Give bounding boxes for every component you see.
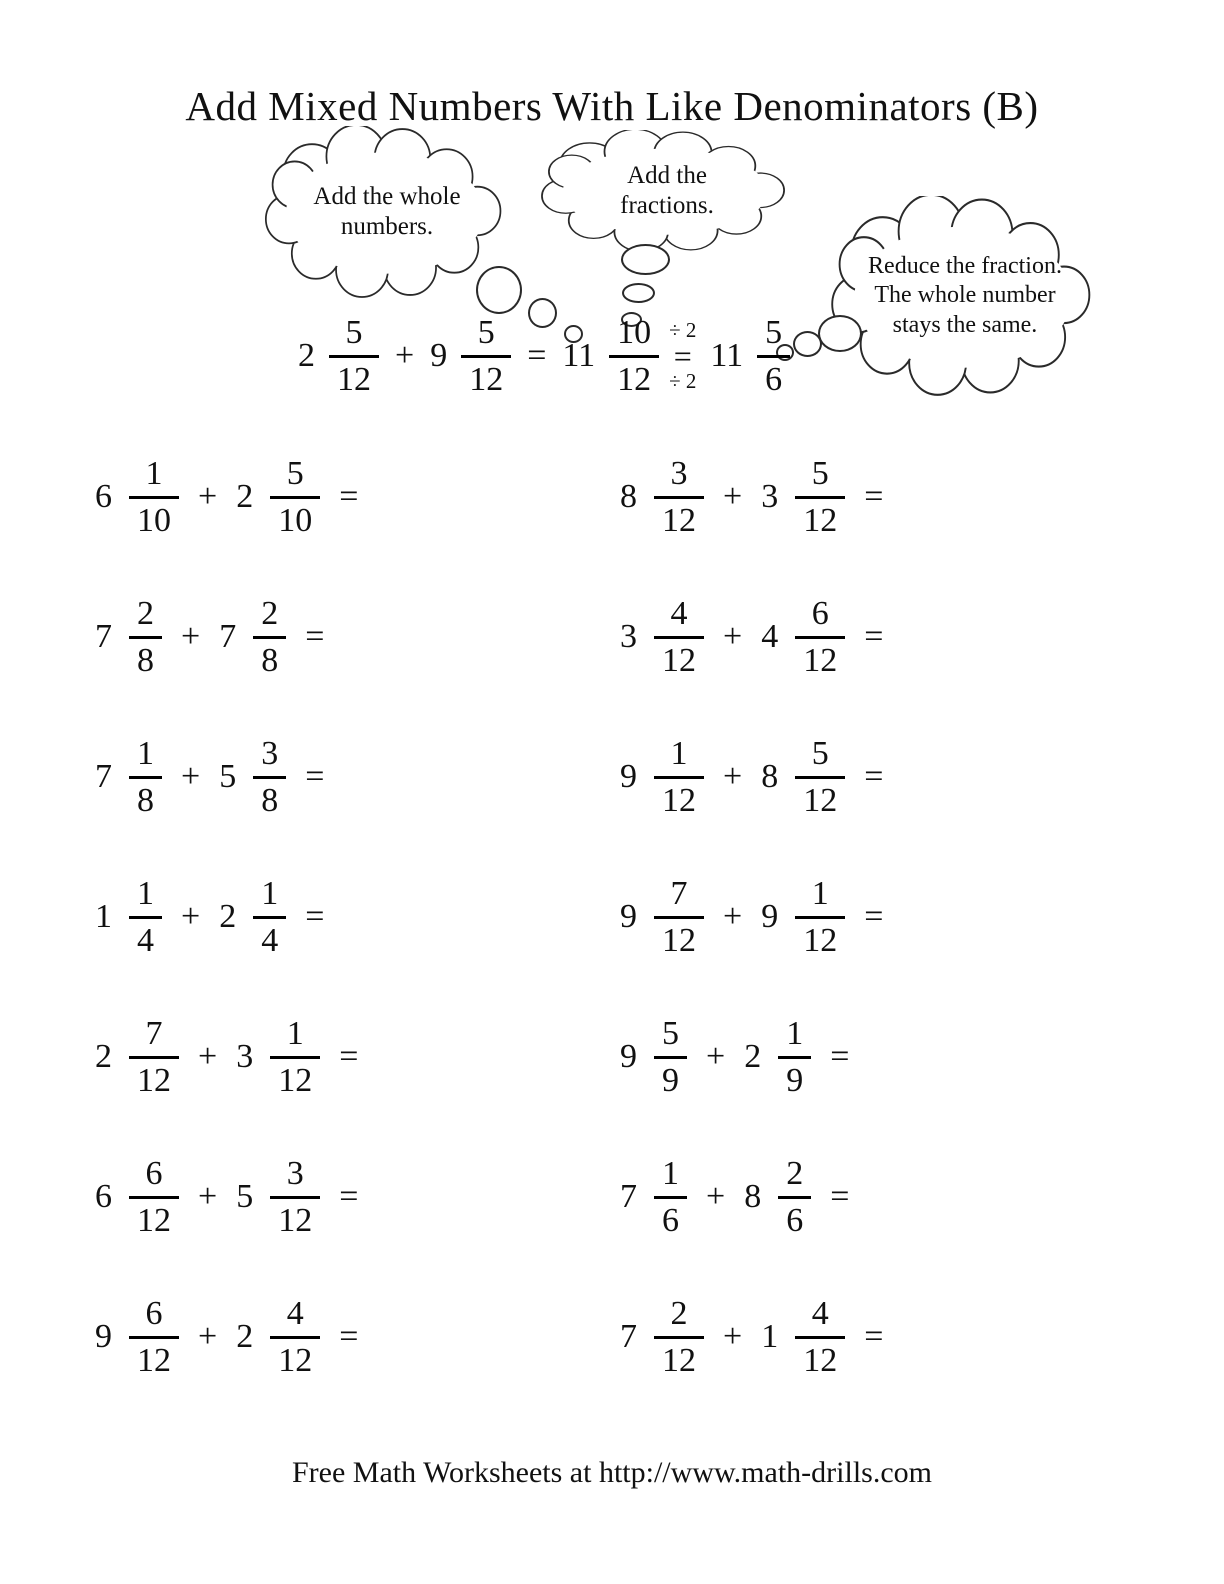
fraction-denominator: 6 — [662, 1201, 679, 1239]
fraction-numerator: 5 — [654, 1015, 687, 1059]
fraction — [129, 1155, 179, 1240]
plus-operator: + — [723, 618, 743, 655]
problem — [612, 987, 1164, 1127]
fraction — [129, 1015, 179, 1100]
whole-number: 4 — [761, 618, 779, 655]
fraction-denominator: 8 — [137, 781, 154, 819]
fraction-numerator: 4 — [270, 1295, 320, 1339]
whole-number: 3 — [620, 618, 637, 655]
fraction-denominator: 12 — [337, 360, 371, 398]
plus-operator: + — [181, 758, 201, 795]
fraction — [129, 595, 162, 680]
fraction-numerator: 1 — [129, 875, 162, 919]
fraction-denominator: 12 — [803, 501, 838, 539]
whole-number: 6 — [95, 1178, 112, 1215]
problem — [60, 707, 612, 847]
fraction — [795, 1295, 845, 1380]
fraction — [253, 735, 286, 820]
fraction-denominator: 8 — [261, 781, 279, 819]
whole-number: 8 — [761, 758, 779, 795]
whole-number: 2 — [744, 1038, 762, 1075]
fraction-denominator: 6 — [765, 360, 783, 398]
whole-number: 9 — [95, 1318, 112, 1355]
problem — [60, 1127, 612, 1267]
thought-bubble — [818, 315, 862, 352]
answer-equals-sign: = — [864, 478, 884, 515]
fraction-numerator: 2 — [654, 1295, 704, 1339]
problem — [612, 1127, 1164, 1267]
fraction-denominator: 8 — [137, 641, 154, 679]
plus-operator: + — [198, 478, 218, 515]
problem — [60, 847, 612, 987]
fraction-numerator: 5 — [757, 314, 790, 358]
whole-number: 9 — [620, 898, 637, 935]
fraction — [129, 455, 179, 540]
answer-equals-sign: = — [830, 1178, 850, 1215]
fraction — [778, 1155, 811, 1240]
plus-operator: + — [181, 898, 201, 935]
whole-number: 1 — [95, 898, 112, 935]
fraction-numerator: 5 — [461, 314, 511, 358]
answer-equals-sign: = — [864, 898, 884, 935]
example-equation — [298, 300, 790, 412]
fraction — [129, 735, 162, 820]
answer-equals-sign: = — [339, 478, 359, 515]
whole-number: 7 — [95, 758, 112, 795]
fraction-denominator: 8 — [261, 641, 279, 679]
fraction-denominator: 4 — [137, 921, 154, 959]
thought-cloud-reduce-fraction — [828, 196, 1102, 396]
fraction-numerator: 1 — [270, 1015, 320, 1059]
plus-operator: + — [723, 758, 743, 795]
fraction — [253, 595, 286, 680]
fraction-denominator: 12 — [137, 1061, 171, 1099]
fraction-denominator: 12 — [803, 1341, 838, 1379]
fraction — [654, 1155, 687, 1240]
answer-equals-sign: = — [339, 1038, 359, 1075]
fraction-numerator: 4 — [795, 1295, 845, 1339]
example-whole-4: 11 — [710, 337, 744, 374]
whole-number: 5 — [236, 1178, 254, 1215]
fraction-numerator: 6 — [129, 1295, 179, 1339]
problem — [612, 427, 1164, 567]
cloud-text: Reduce the fraction. The whole number stays the same. — [868, 253, 1062, 338]
whole-number: 2 — [95, 1038, 112, 1075]
plus-operator: + — [198, 1318, 218, 1355]
whole-number: 9 — [761, 898, 779, 935]
fraction-denominator: 9 — [662, 1061, 679, 1099]
fraction — [129, 1295, 179, 1380]
problem — [612, 567, 1164, 707]
whole-number: 7 — [219, 618, 237, 655]
plus-operator: + — [198, 1038, 218, 1075]
equals-sign: = — [527, 337, 547, 374]
plus-operator: + — [706, 1038, 726, 1075]
fraction-numerator: 5 — [329, 314, 379, 358]
fraction — [129, 875, 162, 960]
whole-number: 9 — [620, 758, 637, 795]
fraction-denominator: 10 — [137, 501, 171, 539]
fraction — [270, 1295, 320, 1380]
fraction-numerator: 3 — [253, 735, 286, 779]
reduce-annotation — [669, 317, 697, 394]
problem — [612, 847, 1164, 987]
fraction — [795, 455, 845, 540]
fraction-numerator: 5 — [270, 455, 320, 499]
whole-number: 1 — [761, 1318, 779, 1355]
page-footer: Free Math Worksheets at http://www.math-drills.com — [292, 1456, 932, 1489]
whole-number: 7 — [620, 1318, 637, 1355]
whole-number: 3 — [236, 1038, 254, 1075]
fraction — [795, 735, 845, 820]
answer-equals-sign: = — [339, 1318, 359, 1355]
answer-equals-sign: = — [305, 618, 325, 655]
fraction-numerator: 6 — [795, 595, 845, 639]
problem — [60, 1267, 612, 1407]
fraction-denominator: 12 — [803, 781, 838, 819]
problem — [60, 987, 612, 1127]
answer-equals-sign: = — [305, 898, 325, 935]
fraction-denominator: 12 — [662, 501, 696, 539]
fraction-numerator: 7 — [654, 875, 704, 919]
fraction — [253, 875, 286, 960]
answer-equals-sign: = — [830, 1038, 850, 1075]
answer-equals-sign: = — [864, 1318, 884, 1355]
fraction — [795, 875, 845, 960]
fraction-numerator: 2 — [129, 595, 162, 639]
fraction-denominator: 12 — [137, 1201, 171, 1239]
fraction-denominator: 12 — [278, 1341, 313, 1379]
problems-grid — [60, 427, 1164, 1407]
fraction-numerator: 3 — [270, 1155, 320, 1199]
fraction-numerator: 1 — [795, 875, 845, 919]
answer-equals-sign: = — [305, 758, 325, 795]
fraction — [270, 455, 320, 540]
fraction — [795, 595, 845, 680]
fraction — [757, 314, 790, 399]
plus-operator: + — [181, 618, 201, 655]
fraction — [654, 1295, 704, 1380]
fraction-denominator: 12 — [662, 1341, 696, 1379]
problem — [612, 1267, 1164, 1407]
plus-operator: + — [706, 1178, 726, 1215]
divide-annotation-top: ÷ 2 — [669, 317, 697, 342]
fraction-numerator: 7 — [129, 1015, 179, 1059]
fraction — [609, 314, 659, 399]
cloud-text: Add the whole numbers. — [313, 182, 461, 240]
problem — [612, 707, 1164, 847]
fraction-numerator: 1 — [253, 875, 286, 919]
fraction-numerator: 5 — [795, 735, 845, 779]
cloud-text: Add the fractions. — [620, 161, 714, 219]
fraction-numerator: 2 — [778, 1155, 811, 1199]
fraction-numerator: 1 — [129, 735, 162, 779]
fraction-numerator: 2 — [253, 595, 286, 639]
whole-number: 2 — [236, 1318, 254, 1355]
answer-equals-sign: = — [339, 1178, 359, 1215]
answer-equals-sign: = — [864, 758, 884, 795]
fraction — [270, 1015, 320, 1100]
plus-operator: + — [198, 1178, 218, 1215]
whole-number: 9 — [620, 1038, 637, 1075]
fraction-numerator: 10 — [609, 314, 659, 358]
answer-equals-sign: = — [864, 618, 884, 655]
thought-cloud-add-fractions — [538, 130, 796, 252]
whole-number: 2 — [219, 898, 237, 935]
fraction-denominator: 12 — [278, 1201, 313, 1239]
example-whole-1: 2 — [298, 337, 315, 374]
fraction — [654, 735, 704, 820]
example-whole-2: 9 — [430, 337, 448, 374]
fraction-denominator: 12 — [617, 360, 652, 398]
fraction-numerator: 5 — [795, 455, 845, 499]
fraction-denominator: 12 — [137, 1341, 171, 1379]
whole-number: 6 — [95, 478, 112, 515]
fraction-denominator: 12 — [662, 641, 696, 679]
worksheet-title: Add Mixed Numbers With Like Denominators (B) — [185, 83, 1039, 129]
plus-operator: + — [723, 1318, 743, 1355]
whole-number: 7 — [620, 1178, 637, 1215]
whole-number: 3 — [761, 478, 779, 515]
fraction-numerator: 1 — [129, 455, 179, 499]
fraction — [654, 875, 704, 960]
fraction-numerator: 6 — [129, 1155, 179, 1199]
fraction-numerator: 1 — [778, 1015, 811, 1059]
fraction-denominator: 12 — [278, 1061, 313, 1099]
fraction — [329, 314, 379, 399]
fraction-denominator: 12 — [662, 781, 696, 819]
plus-operator: + — [723, 478, 743, 515]
whole-number: 8 — [744, 1178, 762, 1215]
fraction-denominator: 12 — [803, 921, 838, 959]
fraction-denominator: 6 — [786, 1201, 804, 1239]
fraction — [654, 595, 704, 680]
fraction-denominator: 12 — [469, 360, 504, 398]
thought-bubble — [793, 331, 822, 357]
fraction-numerator: 4 — [654, 595, 704, 639]
whole-number: 8 — [620, 478, 637, 515]
fraction-denominator: 4 — [261, 921, 279, 959]
fraction-denominator: 12 — [803, 641, 838, 679]
divide-annotation-bottom: ÷ 2 — [669, 369, 697, 394]
plus-operator: + — [395, 337, 415, 374]
thought-cloud-add-whole-numbers — [262, 126, 512, 298]
whole-number: 7 — [95, 618, 112, 655]
fraction-numerator: 1 — [654, 1155, 687, 1199]
problem — [60, 427, 612, 567]
fraction — [778, 1015, 811, 1100]
whole-number: 2 — [236, 478, 254, 515]
thought-bubble — [621, 244, 670, 275]
fraction — [654, 455, 704, 540]
whole-number: 5 — [219, 758, 237, 795]
fraction-denominator: 10 — [278, 501, 313, 539]
plus-operator: + — [723, 898, 743, 935]
fraction-denominator: 12 — [662, 921, 696, 959]
fraction — [270, 1155, 320, 1240]
fraction-numerator: 3 — [654, 455, 704, 499]
equals-sign: = — [673, 337, 692, 374]
example-whole-3: 11 — [562, 337, 596, 374]
fraction — [461, 314, 511, 399]
fraction — [654, 1015, 687, 1100]
fraction-denominator: 9 — [786, 1061, 804, 1099]
problem — [60, 567, 612, 707]
fraction-numerator: 1 — [654, 735, 704, 779]
